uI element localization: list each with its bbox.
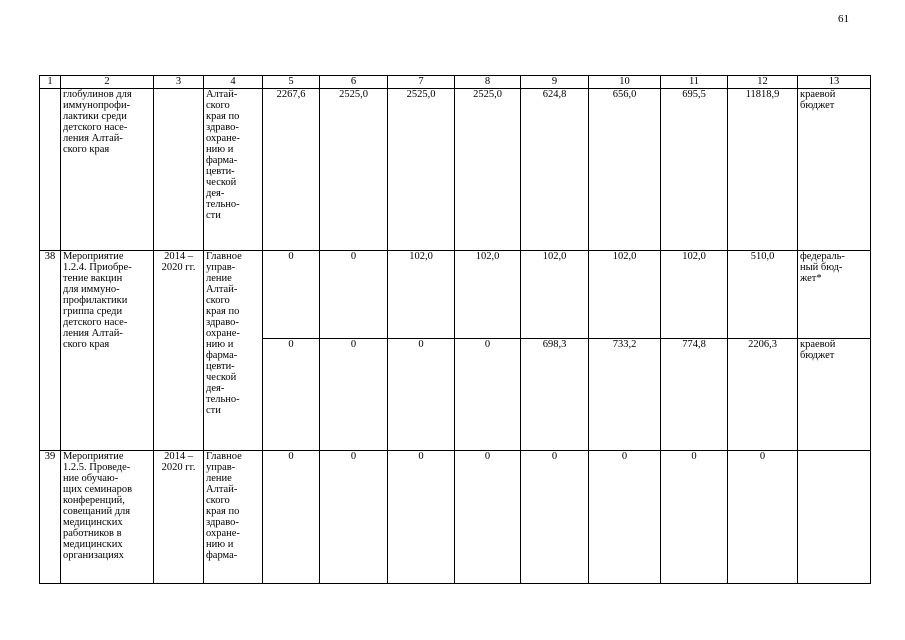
header-cell: 8 [455, 76, 521, 89]
value-cell: 0 [661, 451, 728, 584]
activity-name-cell: Мероприятие 1.2.4. Приобре- тение вакцин для иммуно- профилактики гриппа среди детского насе- ления Алтай- ского края [61, 251, 154, 451]
value-cell: 0 [455, 451, 521, 584]
value-cell: 656,0 [589, 89, 661, 251]
row-number-cell [40, 89, 61, 251]
header-cell: 10 [589, 76, 661, 89]
executor-cell: Главное управ- ление Алтай- ского края по здраво- охране- нию и фарма- [204, 451, 263, 584]
value-cell: 0 [263, 451, 320, 584]
value-cell: 774,8 [661, 339, 728, 451]
executor-cell: Алтай- ского края по здраво- охране- нию и фарма- цевти- ческой дея- тельно- сти [204, 89, 263, 251]
header-cell: 9 [521, 76, 589, 89]
header-cell: 12 [728, 76, 798, 89]
funding-source-cell: федераль- ный бюд- жет* [798, 251, 871, 339]
period-cell: 2014 – 2020 гг. [154, 451, 204, 584]
value-cell: 102,0 [589, 251, 661, 339]
activity-name-cell: Мероприятие 1.2.5. Проведе- ние обучаю- щих семинаров конференций, совещаний для медицинских работников в медицинских организациях [61, 451, 154, 584]
period-cell: 2014 – 2020 гг. [154, 251, 204, 451]
value-cell: 0 [521, 451, 589, 584]
activity-name-cell: глобулинов для иммунопрофи- лактики среди детского насе- ления Алтай- ского края [61, 89, 154, 251]
value-cell: 0 [263, 251, 320, 339]
value-cell: 102,0 [521, 251, 589, 339]
value-cell: 510,0 [728, 251, 798, 339]
row-number-cell: 38 [40, 251, 61, 451]
header-cell: 7 [388, 76, 455, 89]
value-cell: 2267,6 [263, 89, 320, 251]
value-cell: 733,2 [589, 339, 661, 451]
header-cell: 2 [61, 76, 154, 89]
row-number-cell: 39 [40, 451, 61, 584]
value-cell: 2525,0 [388, 89, 455, 251]
table-row [40, 89, 871, 251]
value-cell: 102,0 [388, 251, 455, 339]
value-cell: 695,5 [661, 89, 728, 251]
value-cell: 0 [388, 339, 455, 451]
value-cell: 2206,3 [728, 339, 798, 451]
page-number: 61 [838, 13, 849, 25]
header-cell: 3 [154, 76, 204, 89]
value-cell: 102,0 [455, 251, 521, 339]
period-cell [154, 89, 204, 251]
table-row [40, 451, 871, 584]
value-cell: 0 [589, 451, 661, 584]
value-cell: 0 [388, 451, 455, 584]
header-cell: 13 [798, 76, 871, 89]
value-cell: 2525,0 [320, 89, 388, 251]
funding-source-cell [798, 451, 871, 584]
value-cell: 698,3 [521, 339, 589, 451]
header-cell: 5 [263, 76, 320, 89]
value-cell: 2525,0 [455, 89, 521, 251]
value-cell: 624,8 [521, 89, 589, 251]
header-cell: 6 [320, 76, 388, 89]
value-cell: 0 [320, 251, 388, 339]
value-cell: 0 [728, 451, 798, 584]
executor-cell: Главное управ- ление Алтай- ского края по здраво- охране- нию и фарма- цевти- ческой дея- тельно- сти [204, 251, 263, 451]
value-cell: 11818,9 [728, 89, 798, 251]
header-row [40, 76, 871, 89]
header-cell: 4 [204, 76, 263, 89]
header-cell: 11 [661, 76, 728, 89]
value-cell: 0 [455, 339, 521, 451]
value-cell: 0 [263, 339, 320, 451]
header-cell: 1 [40, 76, 61, 89]
value-cell: 102,0 [661, 251, 728, 339]
value-cell: 0 [320, 339, 388, 451]
value-cell: 0 [320, 451, 388, 584]
funding-source-cell: краевой бюджет [798, 339, 871, 451]
program-activities-table [39, 75, 871, 584]
table-row [40, 251, 871, 339]
funding-source-cell: краевой бюджет [798, 89, 871, 251]
